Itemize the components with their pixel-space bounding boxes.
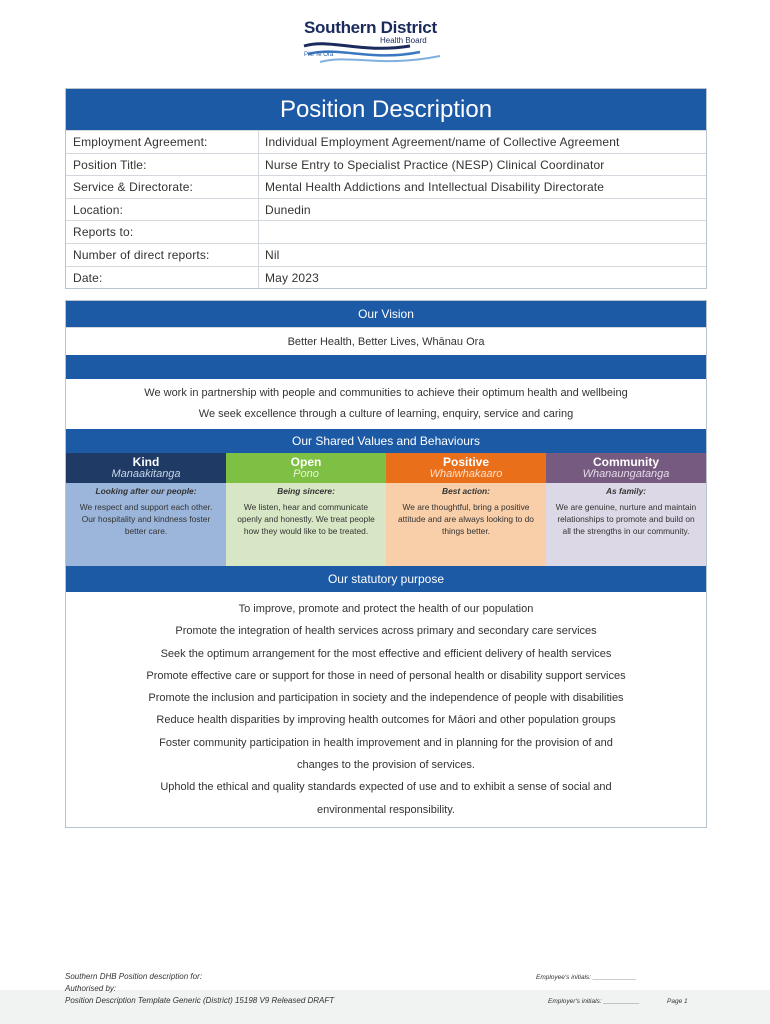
- detail-label: Date:: [66, 267, 259, 289]
- mission-statement: [66, 379, 706, 429]
- value-body: [386, 483, 546, 566]
- statutory-line: changes to the provision of services.: [297, 759, 475, 772]
- logo-subtitle: Health Board: [380, 36, 427, 45]
- value-body: [66, 483, 226, 566]
- footer-line: Position Description Template Generic (District) 15198 V9 Released DRAFT: [65, 996, 335, 1005]
- detail-value: Dunedin: [265, 202, 311, 217]
- detail-label: Employment Agreement:: [66, 131, 259, 153]
- page-title: Position Description: [66, 89, 706, 130]
- detail-row: [66, 220, 706, 243]
- mission-line: We work in partnership with people and communities to achieve their optimum health and wellbeing: [144, 387, 628, 399]
- value-subtitle: Being sincere:: [277, 486, 335, 496]
- page-number: Page 1: [667, 998, 688, 1005]
- detail-value: Individual Employment Agreement/name of Collective Agreement: [265, 135, 620, 149]
- value-text: We respect and support each other. Our hospitality and kindness foster better care.: [79, 502, 213, 536]
- detail-row: [66, 130, 706, 153]
- value-body: [546, 483, 706, 566]
- value-open: [226, 453, 386, 566]
- logo-tagline: Piki Te Ora: [304, 52, 334, 58]
- detail-label: Position Title:: [66, 154, 259, 176]
- vision-values-box: [65, 300, 707, 828]
- detail-value: May 2023: [265, 270, 319, 285]
- employee-initials: Employee's initials: ____________: [536, 974, 637, 981]
- vision-statement: Better Health, Better Lives, Whānau Ora: [66, 327, 706, 355]
- statutory-line: environmental responsibility.: [317, 803, 455, 816]
- value-name: Open: [290, 455, 322, 469]
- value-subtitle: As family:: [605, 486, 647, 496]
- logo-title: Southern District: [304, 18, 437, 37]
- value-subtitle: Looking after our people:: [95, 486, 197, 496]
- value-name: Kind: [132, 455, 160, 469]
- value-text: We listen, hear and communicate openly and honestly. We treat people how they would like to be treated.: [237, 502, 375, 536]
- value-body: [226, 483, 386, 566]
- statutory-line: To improve, promote and protect the health of our population: [238, 603, 534, 615]
- value-text: We are genuine, nurture and maintain relationships to promote and build on all the strengths in our community.: [555, 502, 697, 536]
- detail-value: Mental Health Addictions and Intellectual Disability Directorate: [265, 180, 605, 195]
- statutory-list: [66, 592, 706, 827]
- values-columns: [66, 453, 706, 566]
- detail-value: [259, 221, 706, 243]
- employer-initials: Employer's initials: __________: [548, 998, 640, 1005]
- value-text: We are thoughtful, bring a positive attitude and are always looking to do things better.: [398, 502, 534, 536]
- detail-row: [66, 266, 706, 289]
- detail-label: Service & Directorate:: [66, 176, 259, 198]
- values-heading: Our Shared Values and Behaviours: [66, 429, 706, 453]
- value-maori-name: Whaiwhakaaro: [429, 468, 503, 480]
- statutory-line: Uphold the ethical and quality standards expected of use and to exhibit a sense of social and: [160, 781, 612, 794]
- mission-line: We seek excellence through a culture of learning, enquiry, service and caring: [198, 408, 574, 420]
- detail-label: Location:: [66, 199, 259, 221]
- detail-row: [66, 153, 706, 176]
- value-subtitle: Best action:: [442, 486, 490, 496]
- detail-row: [66, 175, 706, 198]
- detail-label: Reports to:: [66, 221, 259, 243]
- detail-value: Nil: [265, 247, 280, 262]
- detail-row: [66, 243, 706, 266]
- statutory-line: Promote the inclusion and participation in society and the independence of people with disabilities: [148, 692, 624, 705]
- value-header: [386, 453, 546, 483]
- statutory-line: Reduce health disparities by improving health outcomes for Māori and other population groups: [156, 714, 616, 727]
- statutory-line: Promote effective care or support for those in need of personal health or disability support services: [146, 669, 626, 682]
- value-header: [546, 453, 706, 483]
- position-details-table: [65, 88, 707, 289]
- detail-row: [66, 198, 706, 221]
- page-footer: [0, 966, 770, 1024]
- value-name: Community: [593, 455, 659, 469]
- statutory-heading: Our statutory purpose: [66, 566, 706, 592]
- value-header: [226, 453, 386, 483]
- footer-line: Southern DHB Position description for:: [65, 972, 202, 981]
- value-kind: [66, 453, 226, 566]
- statutory-line: Seek the optimum arrangement for the most effective and efficient delivery of health services: [160, 647, 612, 660]
- value-name: Positive: [442, 455, 490, 469]
- value-header: [66, 453, 226, 483]
- value-maori-name: Pono: [293, 468, 319, 480]
- sdhb-logo: [300, 14, 450, 70]
- detail-value: Nurse Entry to Specialist Practice (NESP) Clinical Coordinator: [265, 157, 605, 172]
- vision-divider-band: [66, 355, 706, 379]
- value-positive: [386, 453, 546, 566]
- value-maori-name: Manaakitanga: [111, 468, 181, 480]
- vision-heading: Our Vision: [66, 301, 706, 327]
- value-maori-name: Whanaungatanga: [582, 468, 670, 480]
- detail-label: Number of direct reports:: [66, 244, 259, 266]
- statutory-line: Promote the integration of health services across primary and secondary care services: [175, 625, 597, 638]
- value-community: [546, 453, 706, 566]
- statutory-line: Foster community participation in health improvement and in planning for the provision of and: [159, 736, 613, 749]
- footer-line: Authorised by:: [65, 984, 117, 993]
